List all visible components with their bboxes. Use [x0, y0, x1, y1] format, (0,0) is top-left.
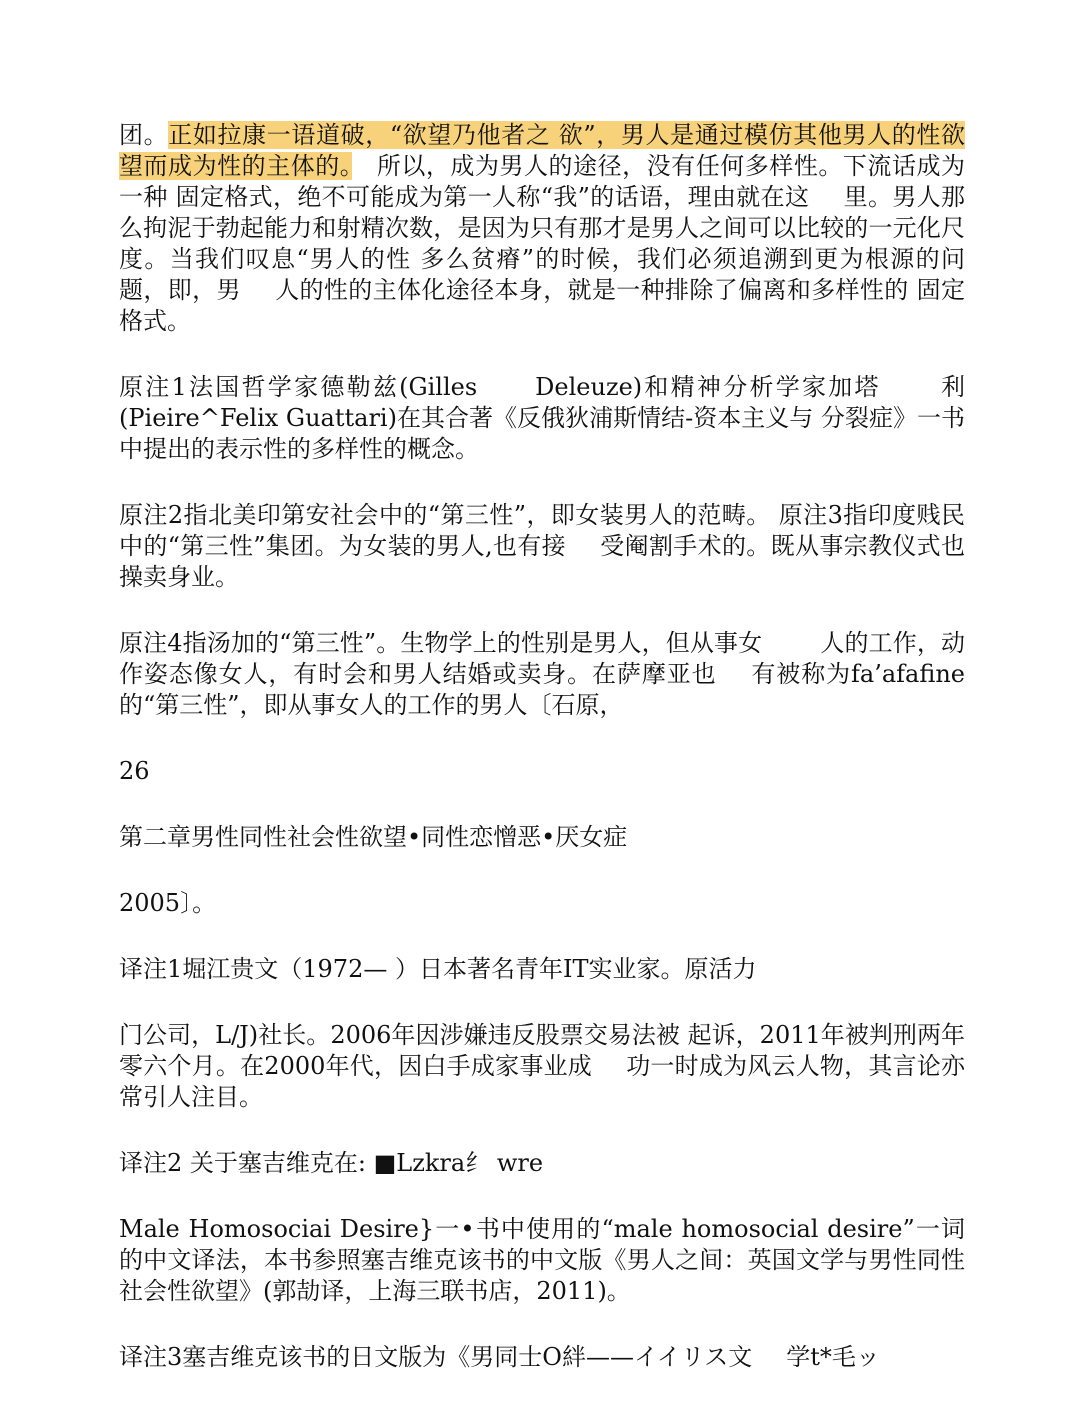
text-run: 所以，成为男人的途径，没有任何多样性。下流话成为一种 固定格式，绝不可能成为第一人称“我”的话语，理由就在这: [119, 152, 966, 211]
text-run: 里。男人那么拘泥于勃起能力和射精次数，是因为只有那才是男人之间可以比较的一元化尺度。当我们叹息“男人的性 多么贫瘠”的时候，我们必须追溯到更为根源的问题，即，男: [119, 183, 966, 304]
page-number: 26: [119, 757, 150, 785]
text-run: 原注2指北美印第安社会中的“第三性”，即女装男人的范畴。 原注3指印度贱民中的“第三性”集团。为女装的男人,也有接: [119, 501, 965, 560]
translator-note-2-body: Male Homosociai Desire}一•书中使用的“male homosocial desire”一词 的中文译法，本书参照塞吉维克该书的中文版《男人之间：英国文学与男性同性社会性欲望》(郭劼译，上海三联书店，2011)。: [119, 1215, 965, 1305]
footnote-2-3: [119, 500, 965, 593]
running-header: 第二章男性同性社会性欲望•同性恋憎恶•厌女症: [119, 823, 628, 851]
translator-note-3: [119, 1342, 965, 1373]
translator-note-1-heading: 译注1堀江贵文（1972— ）日本著名青年IT实业家。原活力: [119, 955, 757, 983]
text-run: 译注3塞吉维克该书的日文版为《男同士O絆——イイリス文: [119, 1343, 753, 1371]
text-run: 利(Pieire^Felix Guattari)在其合著《反俄狄浦斯情结-资本主义与 分裂症》一书中提出的表示性的多样性的概念。: [119, 373, 965, 463]
translator-note-2-heading: 译注2 关于塞吉维克在: ■Lzkra纟 wre: [119, 1149, 544, 1177]
body-paragraph: [119, 120, 965, 337]
text-run: 原注4指汤加的“第三性”。生物学上的性别是男人，但从事女: [119, 629, 763, 657]
year-line: 2005〕。: [119, 889, 217, 917]
text-run: 人的性的主体化途径本身，就是一种排除了偏离和多样性的 固定格式。: [119, 276, 965, 335]
footnote-4: [119, 628, 965, 721]
highlighted-quote: 正如拉康一语道破，“欲望乃他者之 欲”，男人是通过模仿其他男人的性欲望而成为性的主体的。: [119, 121, 965, 180]
text-run: Deleuze)和精神分析学家加塔: [535, 373, 881, 401]
document-page: [119, 120, 965, 1408]
text-run: 功一时成为风云人物，其言论亦常引人注目。: [119, 1052, 966, 1111]
text-run: 原注1法国哲学家德勒兹(Gilles: [119, 373, 478, 401]
text-run: 学t*毛ッ: [786, 1343, 880, 1371]
text-run: 人的工作，动作姿态像女人，有时会和男人结婚或卖身。在萨摩亚也: [119, 629, 966, 688]
text-run: 门公司，L/J)社长。2006年因涉嫌违反股票交易法被 起诉，2011年被判刑两年零六个月。在2000年代，因白手成家事业成: [119, 1021, 965, 1080]
footnote-1: [119, 372, 965, 465]
text-run: 有被称为fa’afafine的“第三性”，即从事女人的工作的男人〔石原，: [119, 660, 965, 719]
translator-note-1-body: [119, 1020, 965, 1113]
text-run: 受阉割手术的。既从事宗教仪式也操卖身业。: [119, 532, 966, 591]
text-run: 团。: [119, 121, 169, 149]
